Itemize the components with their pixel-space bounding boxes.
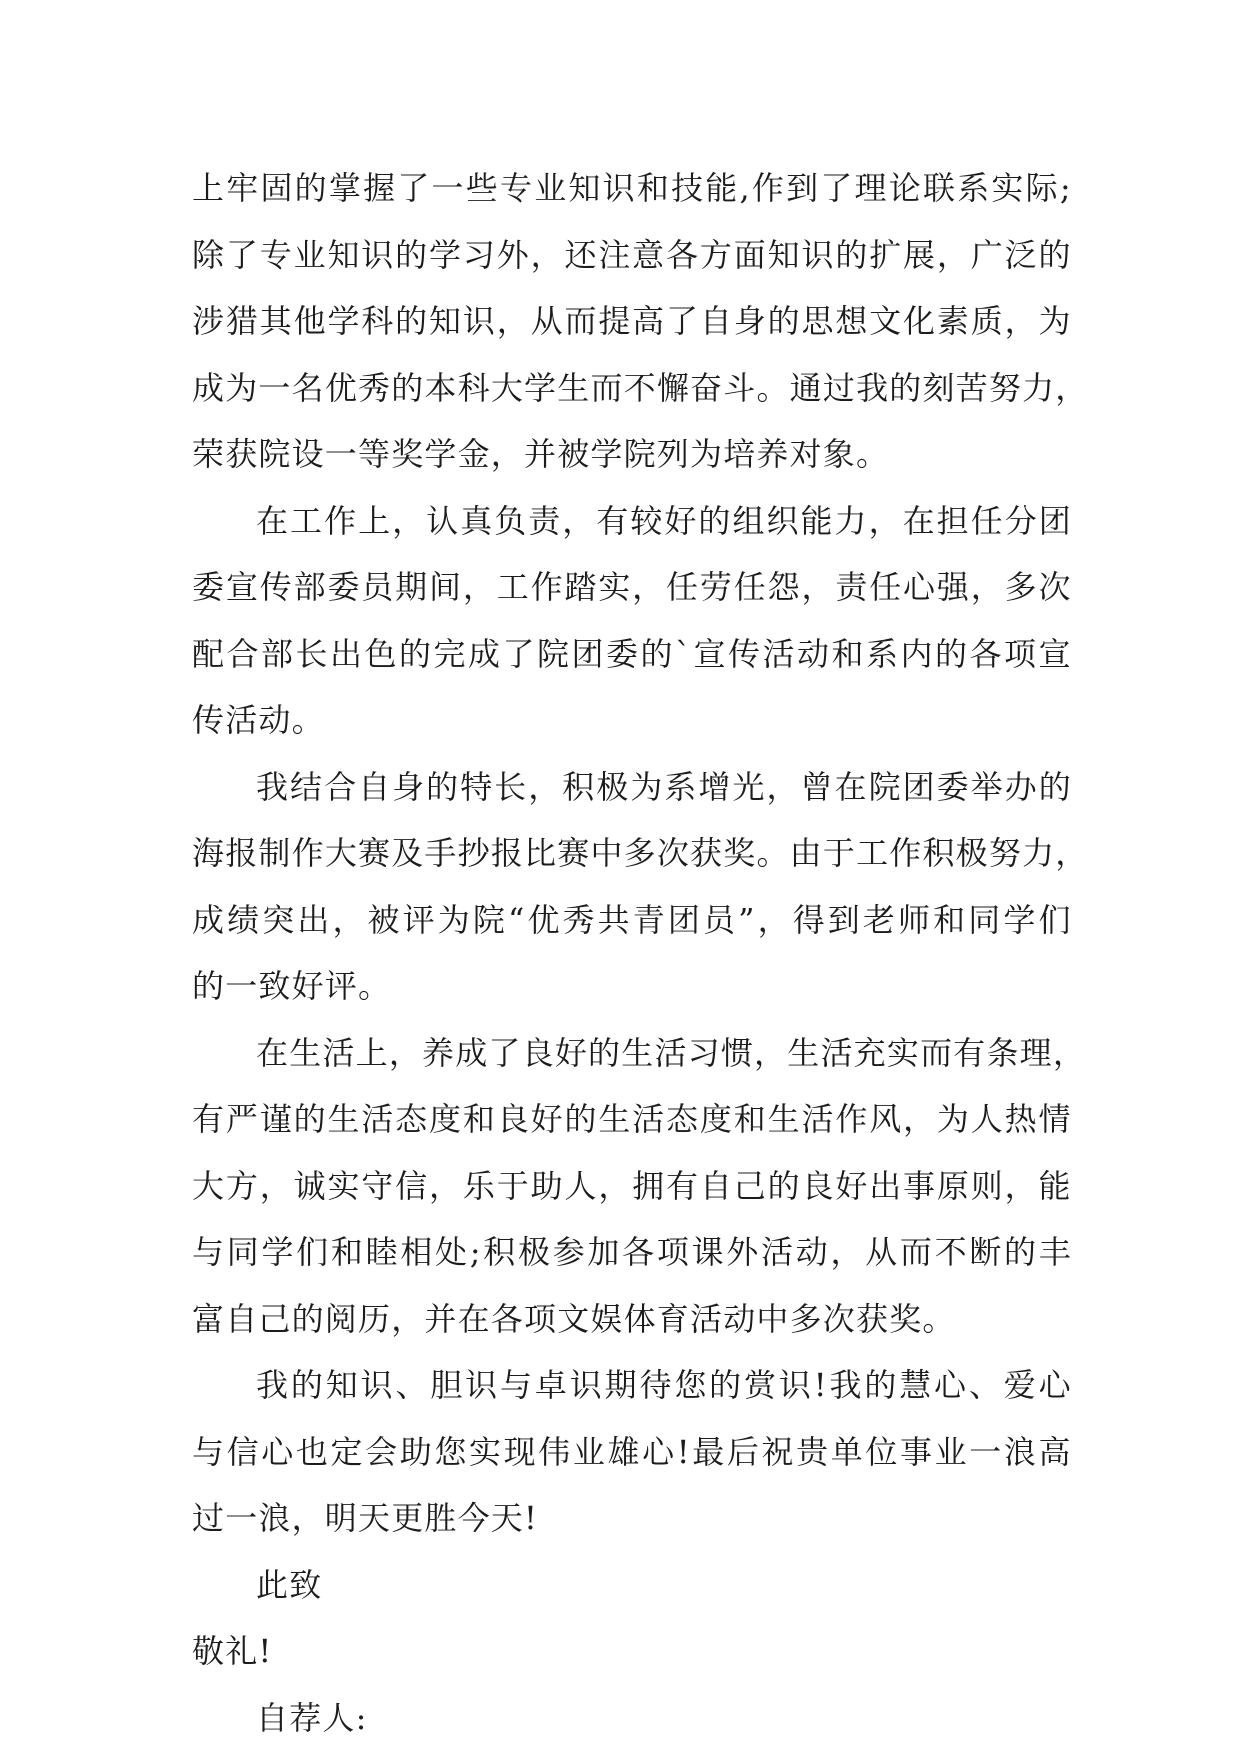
text-line: 委 宣 传 部 委 员 期 间 ， 工 作 踏 实 ， 任 劳 任 怨 ， 责 任 心 强 ， 多 次: [192, 568, 1072, 606]
text-line: 与 同 学 们 和 睦 相 处 ; 积 极 参 加 各 项 课 外 活 动 ， 从 而 不 断 的 丰: [192, 1233, 1072, 1271]
text-line: 此致: [256, 1565, 323, 1604]
text-line: 成 为 一 名 优 秀 的 本 科 大 学 生 而 不 懈 奋 斗 。 通 过 我 的 刻 苦 努 力 ，: [192, 368, 1089, 407]
text-line: 涉 猎 其 他 学 科 的 知 识 ， 从 而 提 高 了 自 身 的 思 想 文 化 素 质 ， 为: [192, 302, 1072, 340]
letter-body: [192, 155, 1089, 1751]
text-line: 我 的 知 识 、 胆 识 与 卓 识 期 待 您 的 赏 识 ! 我 的 慧 心 、 爱 心: [256, 1366, 1072, 1404]
text-line: 过一浪，明天更胜今天!: [192, 1499, 539, 1537]
text-line: 海 报 制 作 大 赛 及 手 抄 报 比 赛 中 多 次 获 奖 。 由 于 工 作 积 极 努 力 ，: [192, 834, 1089, 872]
text-line: 有 严 谨 的 生 活 态 度 和 良 好 的 生 活 态 度 和 生 活 作 风 ， 为 人 热 情: [192, 1100, 1072, 1138]
text-line: 上 牢 固 的 掌 握 了 一 些 专 业 知 识 和 技 能 , 作 到 了 理 论 联 系 实 际 ;: [192, 169, 1072, 207]
text-line: 敬礼!: [192, 1632, 273, 1670]
text-line: 配 合 部 长 出 色 的 完 成 了 院 团 委 的 ` 宣 传 活 动 和 系 内 的 各 项 宣: [192, 634, 1072, 673]
text-line: 富自己的阅历，并在各项文娱体育活动中多次获奖。: [192, 1299, 956, 1338]
text-line: 传活动。: [192, 701, 325, 739]
text-line: 自荐人:: [256, 1698, 368, 1737]
text-line: 的一致好评。: [192, 967, 392, 1005]
text-line: 在 生 活 上 ， 养 成 了 良 好 的 生 活 习 惯 ， 生 活 充 实 而 有 条 理 ，: [256, 1033, 1087, 1072]
text-line: 我 结 合 自 身 的 特 长 ， 积 极 为 系 增 光 ， 曾 在 院 团 委 举 办 的: [256, 767, 1072, 806]
text-line: 荣获院设一等奖学金，并被学院列为培养对象。: [192, 435, 890, 473]
text-line: 成 绩 突 出 ， 被 评 为 院 “ 优 秀 共 青 团 员 ” ， 得 到 老 师 和 同 学 们: [192, 900, 1072, 939]
text-line: 与 信 心 也 定 会 助 您 实 现 伟 业 雄 心 ! 最 后 祝 贵 单 位 事 业 一 浪 高: [192, 1432, 1072, 1471]
text-line: 除 了 专 业 知 识 的 学 习 外 ， 还 注 意 各 方 面 知 识 的 扩 展 ， 广 泛 的: [192, 235, 1072, 274]
text-line: 在 工 作 上 ， 认 真 负 责 ， 有 较 好 的 组 织 能 力 ， 在 担 任 分 团: [256, 501, 1072, 540]
text-line: 大 方 ， 诚 实 守 信 ， 乐 于 助 人 ， 拥 有 自 己 的 良 好 出 事 原 则 ， 能: [192, 1166, 1072, 1205]
